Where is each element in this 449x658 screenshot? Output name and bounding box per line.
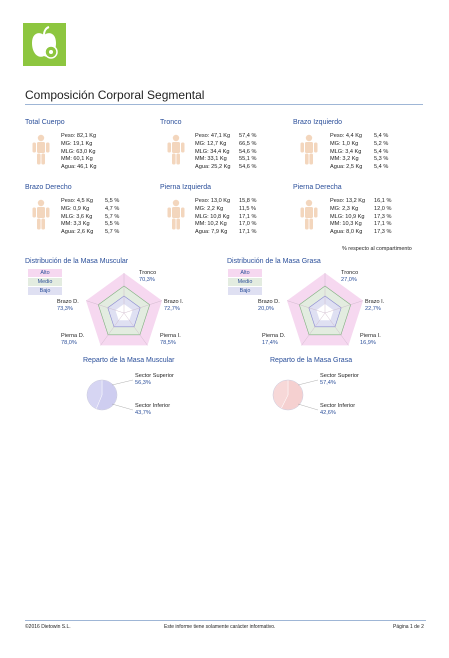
segment-title: Tronco [160, 119, 182, 126]
pie-leader-line [298, 380, 318, 385]
segment-row-percent: 17,3 % [374, 213, 392, 220]
legend-alto: Alto [28, 269, 62, 277]
segment-row-label: MG: 12,7 Kg [195, 140, 227, 147]
segment-row-label: MM: 33,1 Kg [195, 156, 227, 163]
segment-title: Brazo Izquierdo [293, 119, 343, 126]
muscle-distribution-title: Distribución de la Masa Muscular [25, 258, 129, 265]
muscle-axis-tronco: Tronco 70,3% [139, 270, 157, 283]
legend-medio-fat: Medio [228, 278, 262, 286]
segment-row-percent: 5,4 % [374, 148, 389, 155]
segment-row-percent: 17,3 % [374, 229, 392, 236]
legend-bajo-fat: Bajo [228, 287, 262, 295]
segment-row-label: Agua: 7,9 Kg [195, 229, 228, 236]
segment-title: Brazo Derecho [25, 184, 72, 191]
fat-axis-pierna-d: Pierna D. 17,4% [262, 333, 286, 346]
muscle-axis-pierna-i: Pierna I. 78,5% [160, 333, 181, 346]
fat-axis-pierna-i: Pierna I. 16,9% [360, 333, 381, 346]
segment-row-label: Agua: 25,2 Kg [195, 164, 231, 171]
segment-row-label: Peso: 13,2 Kg [330, 198, 366, 204]
segment-row-percent: 5,5 % [105, 198, 120, 204]
muscle-axis-brazo-d: Brazo D. 73,3% [57, 299, 79, 312]
muscle-share-title: Reparto de la Masa Muscular [83, 357, 175, 364]
pie-leader-line [112, 404, 133, 410]
segment-row-label: MG: 2,3 Kg [330, 205, 359, 212]
segment-row-percent: 16,1 % [374, 198, 392, 204]
segment-row-label: MLG: 34,4 Kg [195, 148, 230, 155]
segment-row-percent: 17,0 % [239, 221, 257, 228]
segment-row-percent: 5,2 % [374, 140, 389, 147]
segment-row-label: Peso: 47,1 Kg [195, 133, 231, 139]
segment-row-percent: 55,1 % [239, 156, 257, 163]
segment-row-label: MLG: 3,6 Kg [61, 213, 93, 220]
segment-row-percent: 5,7 % [105, 229, 120, 236]
footer-copyright: ©2016 Dietowin S.L. [25, 624, 71, 630]
footer-page-number: Página 1 de 2 [393, 624, 424, 630]
muscle-axis-brazo-i: Brazo I. 72,7% [164, 299, 184, 312]
segment-row-percent: 5,7 % [105, 213, 120, 220]
segment-row-percent: 11,5 % [239, 205, 256, 212]
percentage-note: % respecto al compartimento [342, 246, 412, 252]
segment-row-label: MLG: 63,0 Kg [61, 148, 96, 155]
segment-row-label: MG: 0,9 Kg [61, 205, 90, 212]
segment-title: Pierna Izquierda [160, 184, 211, 191]
fat-distribution-title: Distribución de la Masa Grasa [227, 258, 321, 265]
segment-row-percent: 5,3 % [374, 156, 389, 163]
segment-row-label: Peso: 4,4 Kg [330, 133, 363, 139]
muscle-axis-pierna-d: Pierna D. 78,0% [61, 333, 85, 346]
segment-row-label: MM: 60,1 Kg [61, 156, 93, 163]
segment-row-label: Agua: 8,0 Kg [330, 229, 363, 236]
fat-share-title: Reparto de la Masa Grasa [270, 357, 353, 364]
muscle-upper-label: Sector Superior 56,3% [135, 373, 174, 386]
segment-row-percent: 54,6 % [239, 164, 257, 171]
segment-row-percent: 15,8 % [239, 198, 257, 204]
segment-title: Total Cuerpo [25, 119, 65, 126]
segment-row-label: Peso: 4,5 Kg [61, 198, 94, 204]
fat-axis-brazo-d: Brazo D. 20,0% [258, 299, 280, 312]
segment-row-label: Agua: 2,5 Kg [330, 164, 363, 171]
fat-lower-label: Sector Inferior 42,6% [320, 403, 356, 416]
segment-row-label: Agua: 46,1 Kg [61, 164, 97, 171]
segment-row-label: MLG: 10,9 Kg [330, 213, 365, 220]
segment-row-percent: 54,6 % [239, 148, 257, 155]
pie-leader-line [298, 404, 318, 410]
segment-row-percent: 17,1 % [374, 221, 392, 228]
segment-row-label: Peso: 82,1 Kg [61, 133, 97, 139]
segment-row-percent: 5,5 % [105, 221, 120, 228]
segment-row-label: MM: 3,3 Kg [61, 221, 90, 228]
page-title: Composición Corporal Segmental [25, 88, 205, 102]
fat-axis-tronco: Tronco 27,0% [341, 270, 359, 283]
segment-row-percent: 12,0 % [374, 205, 392, 212]
segment-row-label: MG: 2,2 Kg [195, 205, 224, 212]
segment-row-label: MG: 1,0 Kg [330, 140, 359, 147]
segment-row-percent: 66,5 % [239, 140, 257, 147]
segment-row-percent: 5,4 % [374, 164, 389, 171]
legend-medio: Medio [28, 278, 62, 286]
segment-row-label: Agua: 2,6 Kg [61, 229, 94, 236]
segment-row-label: Peso: 13,0 Kg [195, 198, 231, 204]
segment-row-label: MM: 10,2 Kg [195, 221, 227, 228]
segment-row-label: MM: 10,3 Kg [330, 221, 362, 228]
segment-row-label: MLG: 10,8 Kg [195, 213, 230, 220]
segment-row-percent: 5,4 % [374, 133, 389, 139]
segment-title: Pierna Derecha [293, 184, 342, 191]
segment-row-percent: 17,1 % [239, 213, 257, 220]
muscle-lower-label: Sector Inferior 43,7% [135, 403, 171, 416]
fat-axis-brazo-i: Brazo I. 22,7% [365, 299, 385, 312]
legend-alto-fat: Alto [228, 269, 262, 277]
segment-row-label: MLG: 3,4 Kg [330, 148, 362, 155]
segment-row-percent: 17,1 % [239, 229, 257, 236]
segment-row-label: MM: 3,2 Kg [330, 156, 359, 163]
pie-leader-line [112, 380, 133, 385]
fat-upper-label: Sector Superior 57,4% [320, 373, 359, 386]
segment-row-label: MG: 19,1 Kg [61, 140, 93, 147]
footer-disclaimer: Este informe tiene solamente carácter informativo. [164, 624, 276, 630]
segment-row-percent: 57,4 % [239, 133, 257, 139]
legend-bajo: Bajo [28, 287, 62, 295]
segment-row-percent: 4,7 % [105, 205, 120, 212]
